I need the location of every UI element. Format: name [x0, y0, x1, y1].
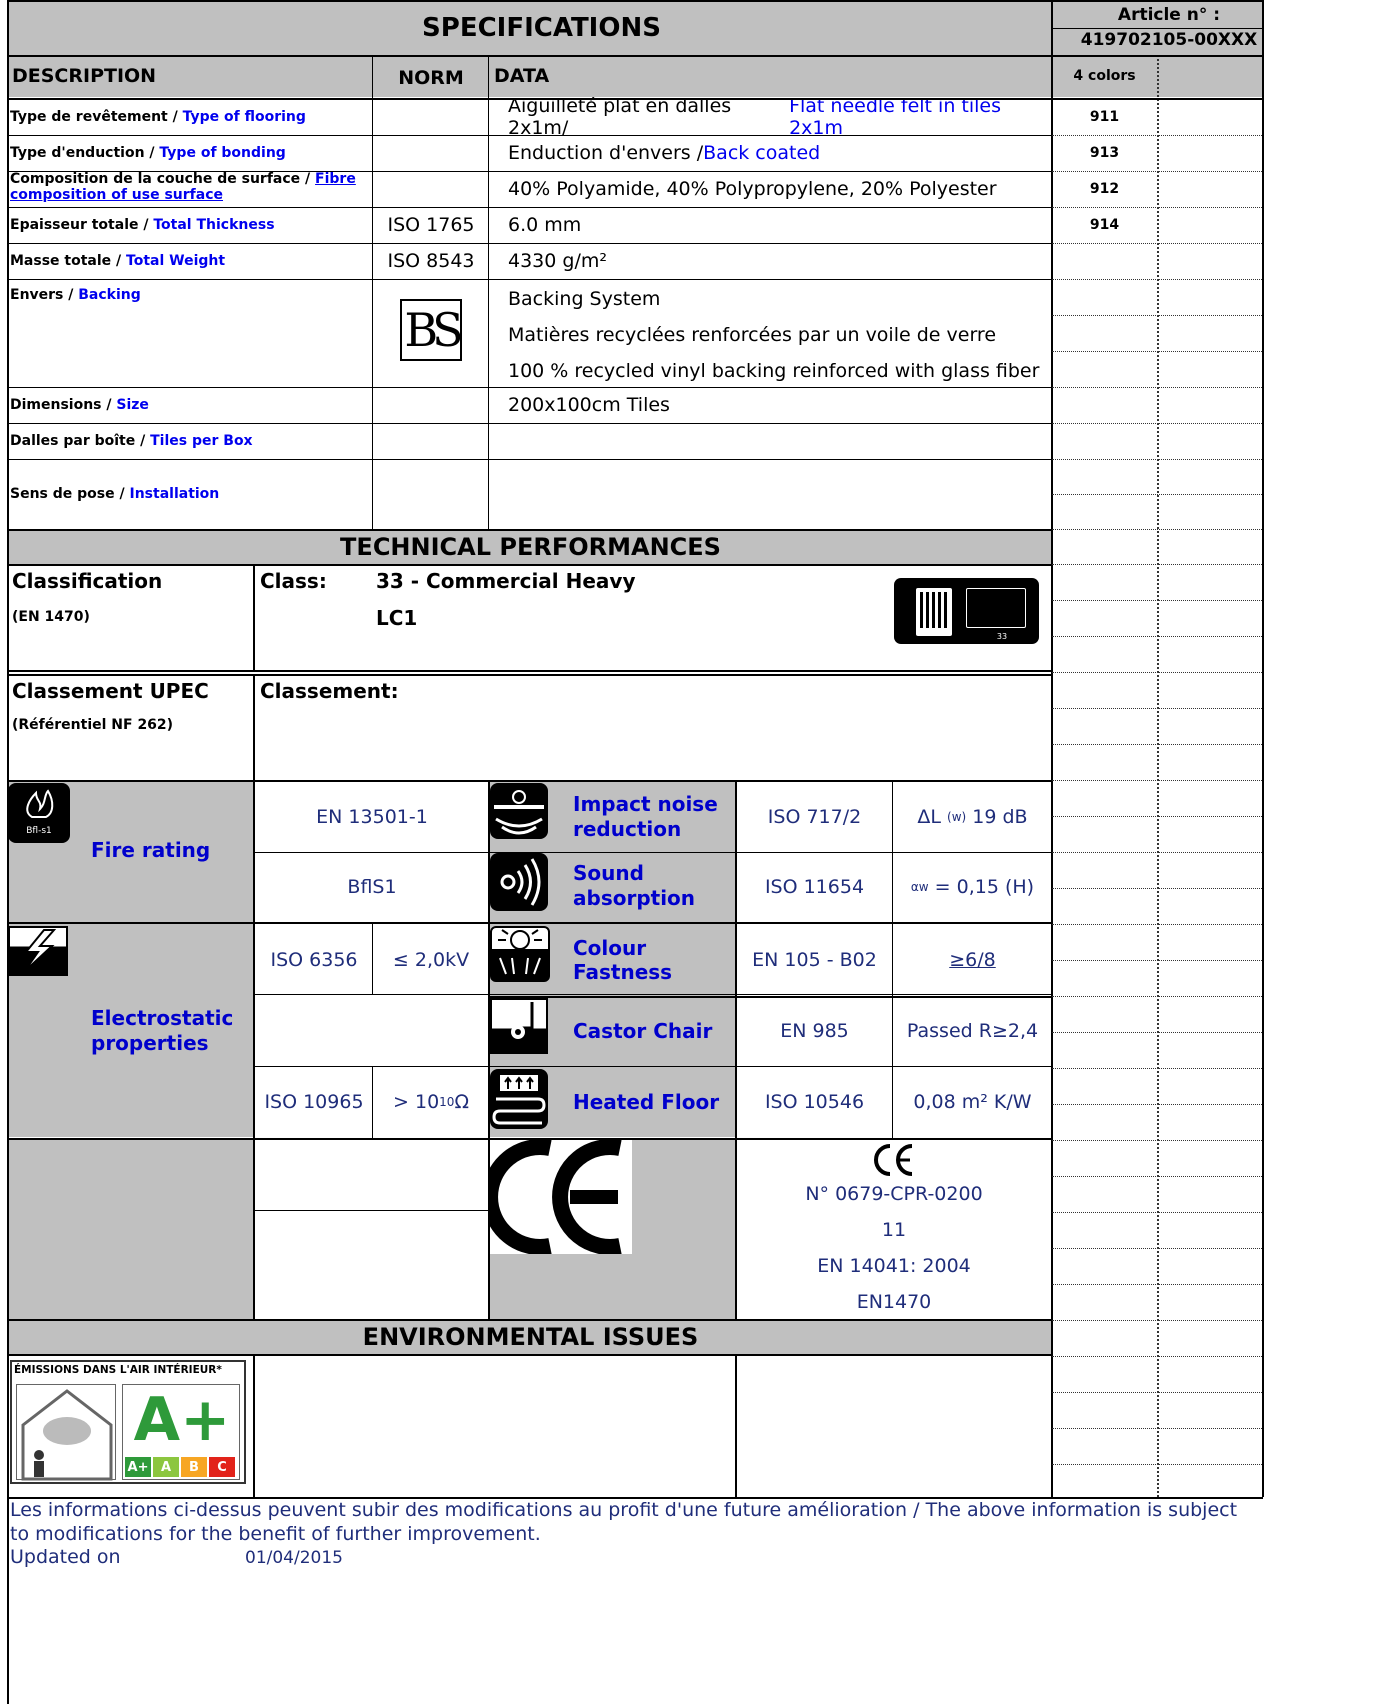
- article-label: Article n° :: [1117, 5, 1221, 25]
- spec-data-bonding: Enduction d'envers / Back coated: [508, 142, 821, 164]
- use-class-badge: 33: [996, 631, 1008, 641]
- impact-noise-icon: [490, 783, 548, 839]
- grade-scale-item: C: [209, 1457, 235, 1477]
- col-colors: 4 colors: [1073, 68, 1136, 84]
- spec-data-thickness: 6.0 mm: [508, 214, 582, 236]
- spec-data-flooring: Aiguilleté plat en dalles 2x1m/ Flat needle felt in tiles 2x1m: [508, 95, 1001, 139]
- color-code: 911: [1089, 109, 1120, 125]
- classification-label: Classification: [12, 569, 163, 593]
- spec-label-flooring: Type de revêtement / Type of flooring: [10, 109, 306, 125]
- spec-data-size: 200x100cm Tiles: [508, 394, 670, 416]
- impact-noise-value: ΔL (w) 19 dB: [917, 806, 1028, 828]
- fire-norm: EN 13501-1: [316, 806, 428, 828]
- ce-line: EN1470: [856, 1291, 932, 1313]
- emission-label-badge: [10, 1360, 246, 1484]
- class-value: 33 - Commercial Heavy: [376, 569, 636, 593]
- ce-logo-large: [490, 1140, 632, 1254]
- use-class-icon: [894, 578, 1039, 644]
- castor-chair-icon: [490, 998, 548, 1054]
- grade-panel: [122, 1384, 240, 1480]
- backing-line: 100 % recycled vinyl backing reinforced with glass fiber: [508, 360, 1040, 382]
- heated-floor-norm: ISO 10546: [764, 1091, 865, 1113]
- impact-noise-label: Impact noise reduction: [573, 792, 718, 841]
- castor-chair-norm: EN 985: [780, 1020, 849, 1042]
- ce-mark-icon: [490, 1140, 632, 1254]
- castor-chair-label: Castor Chair: [573, 1019, 713, 1043]
- ce-line: N° 0679-CPR-0200: [805, 1183, 983, 1205]
- castor-chair-value: Passed R≥2,4: [906, 1020, 1039, 1042]
- updated-label: Updated on: [10, 1546, 121, 1568]
- electrostatic-label: Electrostatic properties: [91, 1006, 234, 1055]
- emission-label-text: ÉMISSIONS DANS L'AIR INTÉRIEUR*: [14, 1364, 222, 1376]
- spec-label-weight: Masse totale / Total Weight: [10, 253, 226, 269]
- colour-fastness-norm: EN 105 - B02: [752, 949, 877, 971]
- col-data: DATA: [494, 65, 550, 87]
- fire-value: BflS1: [347, 876, 397, 898]
- ce-mark-small: [872, 1143, 916, 1177]
- article-number: 419702105-00XXX: [1080, 30, 1258, 50]
- spec-norm-weight: ISO 8543: [387, 250, 475, 272]
- updated-date: 01/04/2015: [245, 1548, 343, 1568]
- environment-title: ENVIRONMENTAL ISSUES: [8, 1320, 1053, 1354]
- colour-fastness-value: ≥6/8: [949, 949, 996, 971]
- colour-fastness-label: Colour Fastness: [573, 936, 673, 984]
- ce-line: EN 14041: 2004: [817, 1255, 971, 1277]
- ce-empty-cell: [8, 1139, 254, 1319]
- sound-absorption-norm: ISO 11654: [764, 876, 865, 898]
- spec-label-bonding: Type d'enduction / Type of bonding: [10, 145, 286, 161]
- ce-line: 11: [881, 1219, 907, 1241]
- lc-value: LC1: [376, 606, 418, 630]
- footer-note: Les informations ci-dessus peuvent subir des modifications au profit d'une future amélioration / The above information is subject to modifications for the benefit of further improvement.: [10, 1499, 1238, 1545]
- electrostatic-icon: [8, 926, 68, 976]
- impact-noise-norm: ISO 717/2: [767, 806, 862, 828]
- upec-label: Classement UPEC: [12, 679, 209, 703]
- electrostatic-norm-1: ISO 6356: [270, 949, 358, 971]
- upec-class-label: Classement:: [260, 679, 399, 703]
- electrostatic-norm-2: ISO 10965: [264, 1091, 364, 1113]
- spec-label-installation: Sens de pose / Installation: [10, 486, 220, 502]
- emission-grade: A+: [133, 1385, 231, 1455]
- fire-icon: [8, 783, 70, 843]
- ce-mark-small-icon: [872, 1143, 916, 1177]
- electrostatic-value-2: > 10 10 Ω: [393, 1091, 469, 1113]
- spec-data-weight: 4330 g/m²: [508, 250, 607, 272]
- col-description: DESCRIPTION: [12, 65, 157, 87]
- sound-absorption-icon: [490, 853, 548, 911]
- technical-title: TECHNICAL PERFORMANCES: [8, 530, 1053, 564]
- house-icon: [16, 1384, 116, 1480]
- spec-label-backing: Envers / Backing: [10, 287, 141, 303]
- colour-fastness-icon: [490, 926, 550, 982]
- fire-label: Fire rating: [91, 838, 211, 862]
- spec-label-thickness: Epaisseur totale / Total Thickness: [10, 217, 275, 233]
- backing-line: Matières recyclées renforcées par un voile de verre: [508, 324, 997, 346]
- grade-scale-item: A: [153, 1457, 179, 1477]
- sound-absorption-value: αw = 0,15 (H): [910, 876, 1035, 898]
- grade-scale-item: A+: [125, 1457, 151, 1477]
- fire-badge: Bfl-s1: [26, 826, 52, 836]
- color-code: 912: [1089, 181, 1120, 197]
- col-norm: NORM: [398, 67, 464, 89]
- class-label: Class:: [260, 569, 327, 593]
- spec-label-tiles-per-box: Dalles par boîte / Tiles per Box: [10, 433, 253, 449]
- heated-floor-value: 0,08 m² K/W: [913, 1091, 1032, 1113]
- spec-label-size: Dimensions / Size: [10, 397, 149, 413]
- spec-label-composition: Composition de la couche de surface / Fibre composition of use surface: [10, 171, 356, 203]
- color-code: 913: [1089, 145, 1120, 161]
- electrostatic-value-1: ≤ 2,0kV: [392, 949, 470, 971]
- backing-system-logo: BS: [400, 299, 462, 361]
- classification-norm: (EN 1470): [12, 609, 90, 625]
- grade-scale: [125, 1457, 237, 1477]
- sound-absorption-label: Sound absorption: [573, 861, 696, 910]
- heated-floor-icon: [490, 1069, 548, 1129]
- page-title: SPECIFICATIONS: [422, 12, 661, 43]
- upec-norm: (Référentiel NF 262): [12, 717, 174, 733]
- heated-floor-label: Heated Floor: [573, 1090, 720, 1114]
- spec-norm-thickness: ISO 1765: [387, 214, 475, 236]
- spec-data-composition: 40% Polyamide, 40% Polypropylene, 20% Polyester: [508, 178, 997, 200]
- color-code: 914: [1089, 217, 1120, 233]
- backing-line: Backing System: [508, 288, 661, 310]
- grade-scale-item: B: [181, 1457, 207, 1477]
